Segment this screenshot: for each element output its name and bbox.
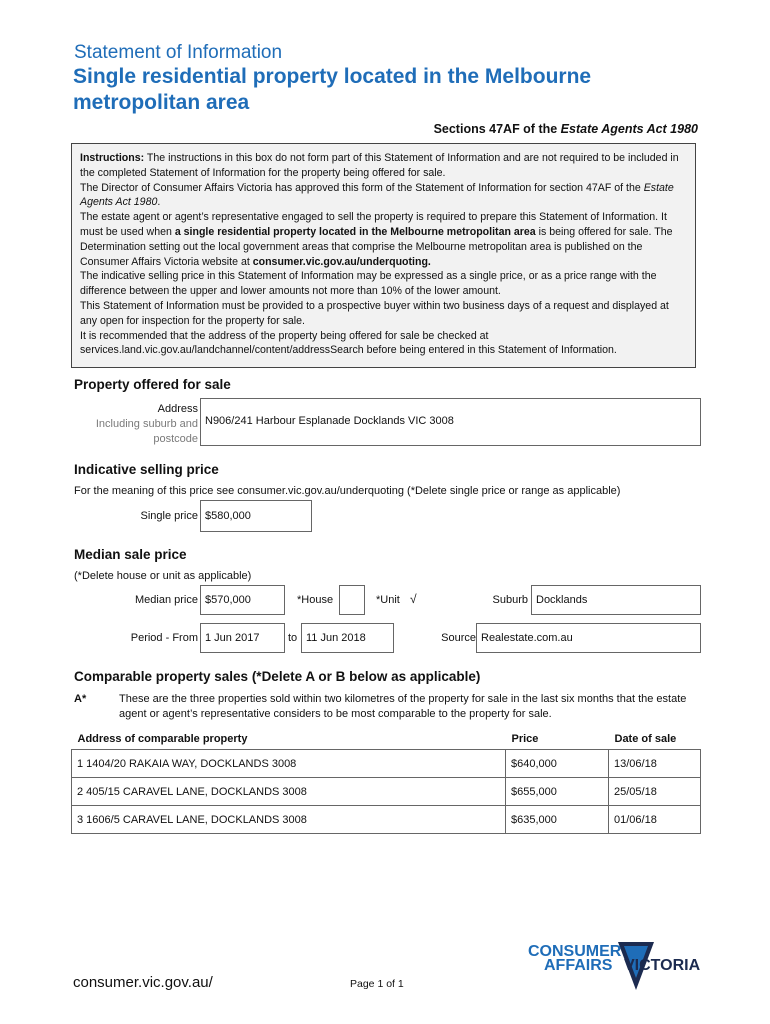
period-to-value: 11 Jun 2018: [306, 632, 366, 644]
instructions-para-2: [80, 181, 686, 211]
address-label: [96, 402, 198, 447]
address-field[interactable]: [200, 398, 701, 446]
column-header-address: Address of comparable property: [77, 733, 248, 745]
instructions-bold-3: a single residential property located in the Melbourne metropolitan area: [174, 225, 536, 238]
comparable-address-cell[interactable]: 1 1404/20 RAKAIA WAY, DOCKLANDS 3008: [72, 750, 506, 778]
comparable-price-cell[interactable]: $640,000: [506, 750, 609, 778]
period-from-field[interactable]: [200, 623, 285, 653]
comparable-sales-table: [71, 730, 701, 834]
logo-line-victoria: VICTORIA: [624, 957, 701, 974]
single-price-field[interactable]: [200, 500, 312, 532]
instructions-text-2: The Director of Consumer Affairs Victoria has approved this form of the Statement of Information for section 47AF of the: [80, 181, 644, 194]
option-a-description: These are the three properties sold within two kilometres of the property for sale in the last six months that the estate agent or agent’s representative considers to be most comparable to the property for sale.: [119, 693, 687, 720]
column-header-price: Price: [511, 733, 539, 745]
instructions-act: Estate Agents Act 1980: [80, 181, 674, 209]
period-to-field[interactable]: [301, 623, 394, 653]
address-value: N906/241 Harbour Esplanade Docklands VIC 3008: [205, 414, 454, 427]
unit-check-mark: √: [410, 592, 417, 606]
comparable-date-cell[interactable]: 25/05/18: [609, 778, 701, 806]
logo-line-affairs: AFFAIRS: [544, 957, 613, 974]
house-checkbox[interactable]: [339, 585, 365, 615]
column-header-date: Date of sale: [614, 733, 677, 745]
instructions-para-3: [80, 210, 686, 269]
table-row: [72, 750, 701, 778]
suburb-field[interactable]: [531, 585, 701, 615]
option-a-marker: A*: [74, 693, 87, 705]
instructions-text-2-end: .: [157, 196, 161, 209]
comparable-price-cell[interactable]: $635,000: [506, 806, 609, 834]
median-price-field[interactable]: [200, 585, 285, 615]
form-supertitle: Statement of Information: [74, 42, 283, 63]
suburb-value: Docklands: [536, 594, 588, 606]
period-from-value: 1 Jun 2017: [205, 632, 260, 644]
suburb-label: Suburb: [492, 594, 528, 606]
single-price-label: Single price: [140, 510, 198, 522]
logo-line-consumer: CONSUMER: [528, 943, 622, 960]
comparable-address-cell[interactable]: 2 405/15 CARAVEL LANE, DOCKLANDS 3008: [72, 778, 506, 806]
source-field[interactable]: [476, 623, 701, 653]
house-label: *House: [297, 594, 334, 606]
consumer-affairs-victoria-logo: [528, 938, 708, 994]
median-price-label: Median price: [135, 594, 198, 606]
table-header-row: [72, 730, 701, 750]
median-note: (*Delete house or unit as applicable): [74, 570, 252, 582]
median-price-value: $570,000: [205, 594, 251, 606]
source-value: Realestate.com.au: [481, 632, 573, 644]
comparable-heading: Comparable property sales (*Delete A or B below as applicable): [74, 669, 481, 684]
address-label-line-2: Including suburb and: [95, 418, 198, 430]
comparable-date-cell[interactable]: 13/06/18: [609, 750, 701, 778]
footer-url[interactable]: consumer.vic.gov.au/: [73, 974, 213, 991]
comparable-address-cell[interactable]: 3 1606/5 CARAVEL LANE, DOCKLANDS 3008: [72, 806, 506, 834]
comparable-date-cell[interactable]: 01/06/18: [609, 806, 701, 834]
comparable-price-cell[interactable]: $655,000: [506, 778, 609, 806]
property-heading: Property offered for sale: [74, 377, 231, 392]
instructions-text-3b: is being offered for sale. The Determination setting out the local government areas that comprise the Melbourne metropolitan area is published on the Consumer Affairs Victoria website at: [80, 225, 673, 268]
instructions-para-1: [80, 151, 686, 181]
median-heading: Median sale price: [74, 547, 187, 562]
source-label: Source: [441, 632, 476, 644]
address-label-line-3: postcode: [153, 433, 198, 445]
instructions-para-4: The indicative selling price in this Statement of Information may be expressed as a single price, or as a price range with the difference between the upper and lower amounts not more than 10% of the lower amount.: [80, 270, 657, 298]
instructions-box: [71, 143, 696, 368]
indicative-heading: Indicative selling price: [74, 462, 219, 477]
instructions-label: Instructions:: [80, 152, 145, 164]
period-to-label: to: [288, 632, 298, 644]
sections-reference: [434, 122, 698, 136]
page-title: Single residential property located in the Melbourne metropolitan area: [73, 65, 592, 114]
instructions-text-3a: The estate agent or agent’s representative engaged to sell the property is required to prepare this Statement of Information. It must be used when: [80, 211, 667, 238]
single-price-value: $580,000: [205, 510, 251, 522]
instructions-text-1: The instructions in this box do not form part of this Statement of Information and are not required to be included in the completed Statement of Information for the property being offered for sale.: [80, 152, 679, 179]
instructions-para-6: It is recommended that the address of the property being offered for sale be checked at services.land.vic.gov.au/landchannel/content/addressSearch before being entered in this Statement of Information.: [80, 329, 617, 357]
underquoting-link[interactable]: consumer.vic.gov.au/underquoting.: [252, 255, 431, 268]
address-label-line-1: Address: [157, 403, 198, 415]
instructions-para-5: This Statement of Information must be provided to a prospective buyer within two business days of a request and displayed at any open for inspection for the property for sale.: [80, 299, 669, 327]
unit-label: *Unit: [376, 594, 400, 606]
indicative-note: For the meaning of this price see consumer.vic.gov.au/underquoting (*Delete single price or range as applicable): [74, 485, 621, 497]
sections-act: Estate Agents Act 1980: [560, 122, 698, 136]
page-number: Page 1 of 1: [350, 978, 404, 990]
period-from-label: Period - From: [130, 632, 198, 644]
table-row: [72, 778, 701, 806]
table-row: [72, 806, 701, 834]
sections-prefix: Sections 47AF of the: [433, 122, 561, 136]
